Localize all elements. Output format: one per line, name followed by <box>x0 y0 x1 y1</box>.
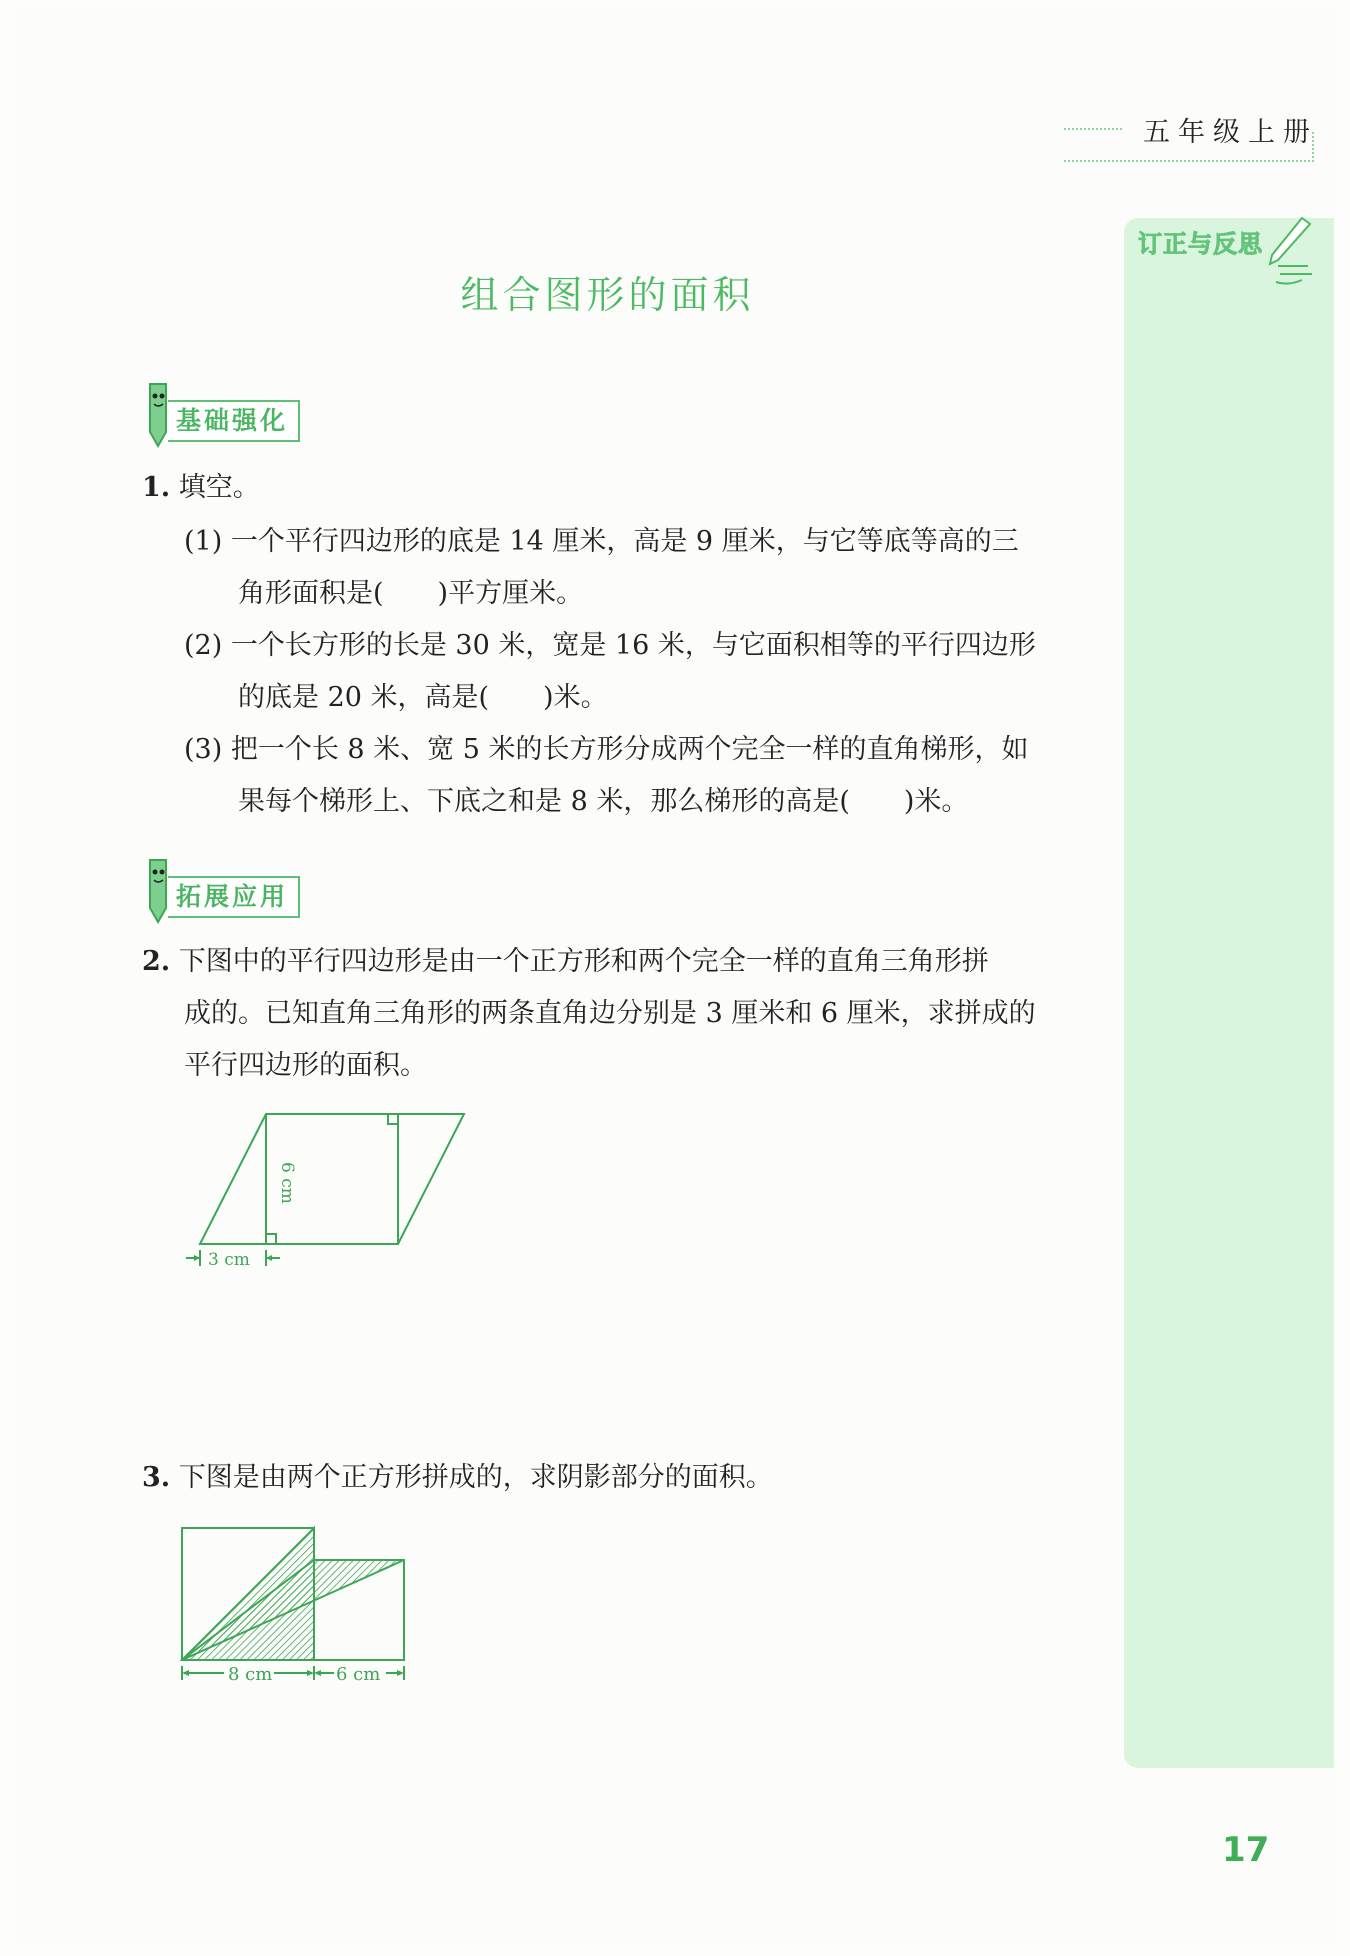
pencil-icon <box>1258 214 1318 294</box>
fig3-left-label: 8 cm <box>228 1664 273 1685</box>
q2-line1 <box>142 936 989 988</box>
q1-prompt: 填空。 <box>178 472 260 503</box>
page-number: 17 <box>1222 1830 1270 1870</box>
q1-part3-line2: 果每个梯形上、下底之和是 8 米，那么梯形的高是( )米。 <box>238 786 969 817</box>
section-extend-label: 拓展应用 <box>168 876 300 918</box>
two-squares-figure <box>176 1518 416 1688</box>
q3-line1 <box>142 1452 773 1504</box>
parallelogram-figure <box>176 1102 476 1292</box>
sidebar-title: 订正与反思 <box>1138 230 1263 258</box>
q1-number: 1. <box>142 472 171 503</box>
q2-text-line1: 下图中的平行四边形是由一个正方形和两个完全一样的直角三角形拼 <box>178 946 989 977</box>
q2-text-line3: 平行四边形的面积。 <box>184 1050 427 1081</box>
fig3-right-label: 6 cm <box>336 1664 381 1685</box>
q1-part3-line1: (3) 把一个长 8 米、宽 5 米的长方形分成两个完全一样的直角梯形，如 <box>184 734 1029 765</box>
grade-label: 五年级上册 <box>1143 117 1318 148</box>
correction-sidebar <box>1124 218 1334 1768</box>
fig2-base-label: 3 cm <box>208 1250 250 1270</box>
q1-part1-line2: 角形面积是( )平方厘米。 <box>238 578 584 609</box>
q2-number: 2. <box>142 946 171 977</box>
section-basic-label: 基础强化 <box>168 400 300 442</box>
q3-text-line1: 下图是由两个正方形拼成的，求阴影部分的面积。 <box>178 1462 773 1493</box>
q1-part2-line2: 的底是 20 米，高是( )米。 <box>238 682 608 713</box>
q1-part1-line1: (1) 一个平行四边形的底是 14 厘米，高是 9 厘米，与它等底等高的三 <box>184 526 1019 557</box>
q3-number: 3. <box>142 1462 171 1493</box>
q1-part2-line1: (2) 一个长方形的长是 30 米，宽是 16 米，与它面积相等的平行四边形 <box>184 630 1036 661</box>
fig2-height-label: 6 cm <box>277 1162 297 1204</box>
page-title: 组合图形的面积 <box>460 273 755 317</box>
q2-text-line2: 成的。已知直角三角形的两条直角边分别是 3 厘米和 6 厘米，求拼成的 <box>184 998 1036 1029</box>
q1-prompt-line <box>142 462 260 514</box>
